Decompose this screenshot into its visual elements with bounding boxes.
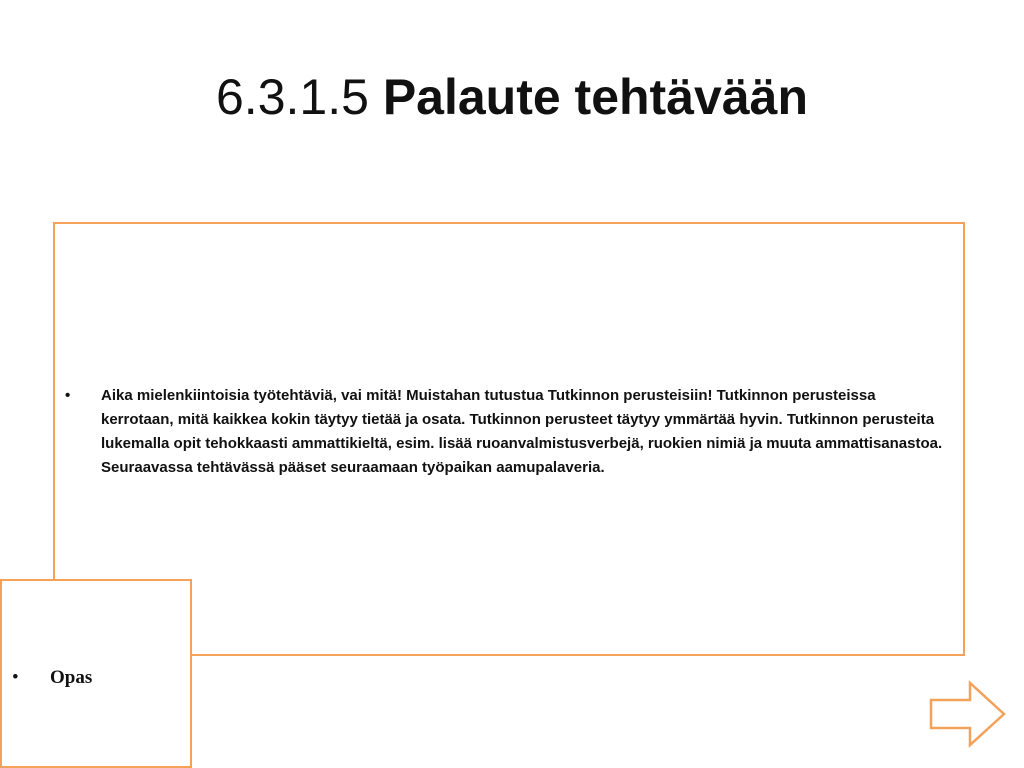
guide-link[interactable]: Opas xyxy=(50,667,93,688)
bullet-icon: • xyxy=(65,387,71,404)
bullet-icon: • xyxy=(12,667,19,688)
guide-bullet-item[interactable] xyxy=(12,666,92,690)
feedback-text: Aika mielenkiintoisia työtehtäviä, vai mitä! Muistahan tutustua Tutkinnon perusteisiin! Tutkinnon perusteissa kerrotaan, mitä kaikkea kokin täytyy tietää ja osata. Tutkinnon perusteet täytyy ymmärtää hyvin. Tutkinnon perusteita lukemalla opit tehokkaasti ammattikieltä, esim. lisää ruoanvalmistusverbejä, ruokien nimiä ja muuta ammattisanastoa. Seuraavassa tehtävässä pääset seuraamaan työpaikan aamupalaveria. xyxy=(101,387,943,476)
title-text: Palaute tehtävään xyxy=(382,69,808,125)
feedback-bullet-item xyxy=(65,384,945,480)
slide-title xyxy=(0,62,1024,132)
guide-link-box[interactable] xyxy=(0,579,192,768)
next-arrow-button[interactable] xyxy=(928,680,1008,748)
title-number: 6.3.1.5 xyxy=(216,69,369,125)
right-arrow-icon[interactable] xyxy=(931,683,1004,745)
